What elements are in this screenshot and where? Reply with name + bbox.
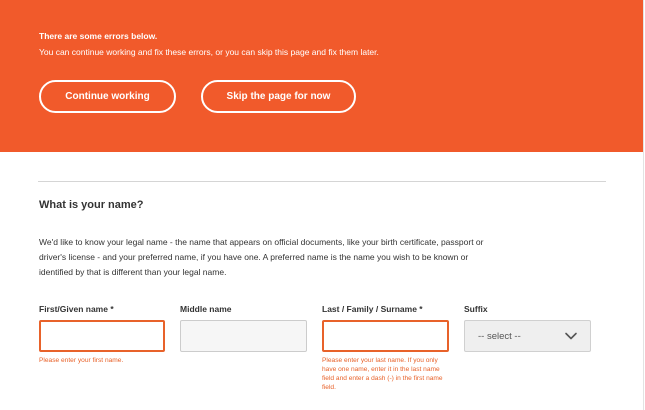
last-name-label: Last / Family / Surname * (322, 304, 423, 314)
first-name-label: First/Given name * (39, 304, 114, 314)
error-banner-message: You can continue working and fix these errors, or you can skip this page and fix them later. (39, 47, 379, 57)
first-name-input[interactable] (39, 320, 165, 352)
error-banner-title: There are some errors below. (39, 31, 158, 41)
suffix-select[interactable] (464, 320, 591, 352)
middle-name-label: Middle name (180, 304, 232, 314)
section-divider (38, 181, 606, 182)
first-name-error: Please enter your first name. (39, 357, 124, 364)
section-title: What is your name? (39, 199, 144, 211)
middle-name-input[interactable] (180, 320, 307, 352)
page-edge-rule (643, 0, 644, 410)
continue-working-button[interactable]: Continue working (39, 80, 176, 113)
last-name-input[interactable] (322, 320, 449, 352)
last-name-error: Please enter your last name. If you only have one name, enter it in the last name field and enter a dash (-) in the first name field. (322, 357, 443, 391)
section-intro: We'd like to know your legal name - the name that appears on official documents, like your birth certificate, passport or driver's license - and your preferred name, if you have one. A preferred name is the name you wish to be known or identified by that is different than your legal name. (39, 237, 484, 277)
chevron-down-icon (564, 329, 578, 343)
error-banner (0, 0, 643, 152)
skip-page-button[interactable]: Skip the page for now (201, 80, 356, 113)
suffix-label: Suffix (464, 304, 488, 314)
suffix-selected-value: -- select -- (478, 330, 521, 342)
